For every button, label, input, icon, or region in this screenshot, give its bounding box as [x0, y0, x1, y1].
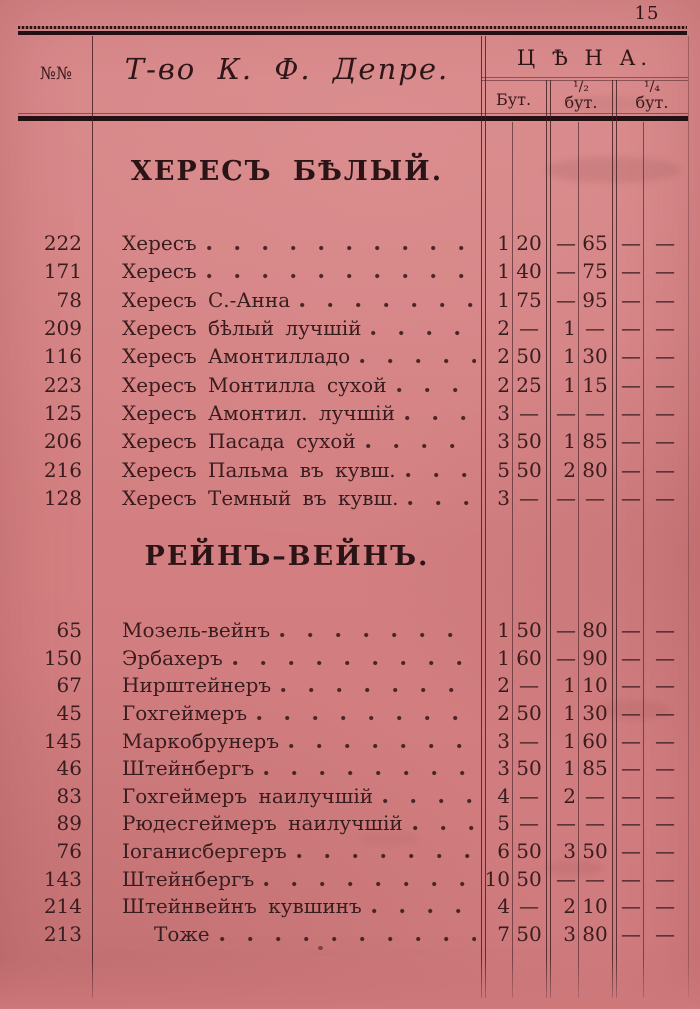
dot-leader — [397, 387, 476, 395]
price-quarter-rub: — — [621, 316, 641, 341]
price-half-kop: — — [585, 811, 605, 836]
row-number: 76 — [56, 839, 82, 864]
row-name: Гохгеймеръ — [122, 700, 248, 725]
table-row — [0, 755, 700, 781]
table-row — [0, 400, 700, 426]
section-heading: РЕЙНЪ–ВЕЙНЪ. — [144, 541, 430, 572]
ink-showthrough-smudge — [545, 860, 603, 876]
row-name-cell — [122, 230, 478, 256]
price-half-rub: 1 — [563, 372, 576, 397]
price-bottle-kop: 25 — [516, 372, 542, 397]
row-name: Эрбахеръ — [122, 645, 223, 670]
price-bottle-rub: 2 — [497, 673, 510, 698]
table-row — [0, 672, 700, 698]
price-bottle-kop: 50 — [516, 429, 542, 454]
price-quarter-rub: — — [621, 700, 641, 725]
table-row — [0, 783, 700, 809]
row-number: 145 — [43, 728, 82, 753]
price-half-kop: 85 — [582, 429, 608, 454]
dot-leader — [264, 881, 476, 889]
price-quarter-rub: — — [621, 344, 641, 369]
price-quarter-kop: — — [655, 316, 675, 341]
row-name-cell — [122, 728, 478, 754]
price-bottle-kop: — — [519, 316, 539, 341]
row-number: 78 — [56, 287, 82, 312]
price-quarter-kop: — — [655, 783, 675, 808]
row-number: 150 — [43, 645, 82, 670]
row-number: 83 — [56, 783, 82, 808]
dot-leader — [233, 660, 476, 668]
price-half-kop: 50 — [582, 839, 608, 864]
price-half-kop: 75 — [582, 259, 608, 284]
price-quarter-rub: — — [621, 259, 641, 284]
row-name: Хересъ С.-Анна — [122, 287, 291, 312]
half-fraction-label: ¹/₂ — [573, 79, 589, 95]
price-bottle-kop: 50 — [516, 700, 542, 725]
row-number: 171 — [43, 259, 82, 284]
dot-leader — [207, 245, 476, 253]
price-half-rub: 1 — [563, 673, 576, 698]
price-bottle-rub: 3 — [497, 401, 510, 426]
table-row — [0, 645, 700, 671]
price-bottle-rub: 7 — [497, 922, 510, 947]
table-row — [0, 810, 700, 836]
price-half-kop: 30 — [582, 344, 608, 369]
price-bottle-rub: 1 — [497, 259, 510, 284]
price-subcol-half-label: бут. — [564, 93, 598, 112]
price-half-rub: — — [556, 618, 576, 642]
price-half-kop: — — [585, 783, 605, 808]
price-half-kop: 30 — [582, 700, 608, 725]
dot-leader — [297, 853, 476, 861]
dot-leader — [366, 443, 476, 451]
row-number: 213 — [43, 922, 82, 947]
row-number: 128 — [43, 486, 82, 511]
ink-showthrough-smudge — [598, 700, 670, 720]
row-name: Хересъ Пасада сухой — [122, 429, 356, 454]
price-half-rub: 3 — [563, 922, 576, 947]
price-quarter-kop: — — [655, 287, 675, 312]
price-bottle-rub: 2 — [497, 344, 510, 369]
table-row — [0, 230, 700, 256]
dot-leader — [207, 273, 476, 281]
price-bottle-kop: — — [519, 401, 539, 426]
row-name-cell — [122, 921, 478, 947]
price-bottle-kop: — — [519, 728, 539, 753]
price-bottle-rub: 1 — [497, 231, 510, 255]
ink-showthrough-smudge — [360, 832, 420, 845]
price-half-kop: 85 — [582, 756, 608, 781]
price-quarter-rub: — — [621, 486, 641, 511]
row-number: 116 — [43, 344, 82, 369]
price-header-label: Ц Ѣ Н А. — [516, 46, 653, 70]
row-name: Хересъ — [122, 231, 197, 255]
price-bottle-kop: 40 — [516, 259, 542, 284]
price-quarter-kop: — — [655, 728, 675, 753]
row-name-cell — [122, 866, 478, 892]
dot-leader — [264, 770, 476, 778]
price-quarter-kop: — — [655, 756, 675, 781]
price-bottle-rub: 1 — [497, 287, 510, 312]
row-number: 125 — [43, 401, 82, 426]
price-quarter-kop: — — [655, 618, 675, 642]
price-bottle-rub: 5 — [497, 811, 510, 836]
price-half-rub: 1 — [563, 756, 576, 781]
price-quarter-rub: — — [621, 811, 641, 836]
row-name-cell — [122, 893, 478, 919]
row-number: 143 — [43, 866, 82, 891]
price-bottle-kop: — — [519, 673, 539, 698]
price-quarter-kop: — — [655, 922, 675, 947]
price-bottle-rub: 10 — [484, 866, 510, 891]
price-quarter-rub: — — [621, 756, 641, 781]
row-name: Штейнбергъ — [122, 756, 255, 781]
price-bottle-kop: 50 — [516, 344, 542, 369]
price-bottle-kop: — — [519, 783, 539, 808]
row-name-cell — [122, 315, 478, 341]
price-quarter-rub: — — [621, 372, 641, 397]
price-half-kop: 80 — [582, 457, 608, 482]
price-quarter-rub: — — [621, 673, 641, 698]
dot-leader — [413, 825, 476, 833]
price-bottle-kop: 50 — [516, 756, 542, 781]
row-name: Мозель-вейнъ — [122, 618, 271, 642]
row-name-cell — [122, 372, 478, 398]
row-name-cell — [122, 287, 478, 313]
dot-leader — [281, 687, 476, 695]
price-half-kop: — — [585, 401, 605, 426]
price-bottle-kop: 50 — [516, 922, 542, 947]
row-name-cell — [122, 810, 478, 836]
row-name: Хересъ — [122, 259, 197, 284]
row-name: Хересъ Монтилла сухой — [122, 372, 387, 397]
price-half-rub: — — [556, 645, 576, 670]
dot-leader — [408, 500, 476, 508]
quarter-fraction-label: ¹/₄ — [644, 79, 660, 95]
table-row — [0, 728, 700, 754]
row-name-cell — [122, 838, 478, 864]
row-name: Хересъ Пальма въ кувш. — [122, 457, 396, 482]
table-row — [0, 343, 700, 369]
price-quarter-rub: — — [621, 894, 641, 919]
dot-leader — [383, 798, 476, 806]
row-number: 214 — [43, 894, 82, 919]
price-bottle-kop: 75 — [516, 287, 542, 312]
price-quarter-rub: — — [621, 866, 641, 891]
row-name-cell — [122, 700, 478, 726]
dot-leader — [371, 330, 476, 338]
page-number: 15 — [634, 3, 660, 24]
price-subcol-bottle-label: Бут. — [495, 90, 532, 109]
price-quarter-rub: — — [621, 645, 641, 670]
price-quarter-rub: — — [621, 839, 641, 864]
row-number: 222 — [43, 231, 82, 255]
price-bottle-rub: 1 — [497, 618, 510, 642]
price-bottle-rub: 6 — [497, 839, 510, 864]
row-name: Хересъ Амонтилладо — [122, 344, 351, 369]
table-row — [0, 315, 700, 341]
price-quarter-kop: — — [655, 673, 675, 698]
row-name-cell — [122, 783, 478, 809]
row-name-cell — [122, 617, 478, 643]
row-number: 89 — [56, 811, 82, 836]
price-half-rub: 2 — [563, 457, 576, 482]
row-name: Тоже — [154, 922, 210, 947]
price-bottle-rub: 1 — [497, 645, 510, 670]
top-rule-heavy — [18, 31, 687, 35]
price-half-rub: — — [556, 401, 576, 426]
paper-speck — [318, 946, 323, 950]
row-name: Іоганисбергеръ — [122, 839, 287, 864]
row-name-cell — [122, 400, 478, 426]
row-name: Рюдесгеймеръ наилучшій — [122, 811, 403, 836]
price-half-rub: 1 — [563, 344, 576, 369]
row-number: 209 — [43, 316, 82, 341]
header-bottom-rule-heavy — [18, 116, 688, 121]
table-row — [0, 700, 700, 726]
row-name-cell — [122, 428, 478, 454]
row-number: 223 — [43, 372, 82, 397]
price-half-kop: 65 — [582, 231, 608, 255]
row-name-cell — [122, 457, 478, 483]
row-name: Хересъ бѣлый лучшій — [122, 316, 362, 341]
price-quarter-kop: — — [655, 894, 675, 919]
price-quarter-rub: — — [621, 922, 641, 947]
price-bottle-kop: 50 — [516, 618, 542, 642]
price-bottle-rub: 3 — [497, 429, 510, 454]
price-bottle-rub: 4 — [497, 894, 510, 919]
header-bottom-rule-thin — [18, 113, 688, 114]
row-name-cell — [122, 755, 478, 781]
dot-leader — [220, 936, 476, 944]
price-half-rub: 1 — [563, 700, 576, 725]
price-bottle-kop: — — [519, 811, 539, 836]
dot-leader — [300, 302, 476, 310]
row-number: 67 — [56, 673, 82, 698]
price-bottle-kop: — — [519, 486, 539, 511]
price-half-rub: 1 — [563, 429, 576, 454]
row-name-cell — [122, 258, 478, 284]
row-number: 46 — [56, 756, 82, 781]
row-name: Штейнвейнъ кувшинъ — [122, 894, 362, 919]
price-half-kop: 10 — [582, 673, 608, 698]
price-half-kop: 95 — [582, 287, 608, 312]
price-bottle-kop: 50 — [516, 457, 542, 482]
bottom-paper-fade — [0, 958, 700, 1009]
dot-leader — [360, 358, 476, 366]
row-number: 206 — [43, 429, 82, 454]
row-name: Хересъ Темный въ кувш. — [122, 486, 399, 511]
table-row — [0, 485, 700, 511]
price-subcol-quarter-label: бут. — [635, 93, 669, 112]
ink-showthrough-smudge — [545, 157, 680, 183]
price-half-kop: — — [585, 486, 605, 511]
row-name: Хересъ Амонтил. лучшій — [122, 401, 395, 426]
price-bottle-rub: 3 — [497, 756, 510, 781]
price-quarter-kop: — — [655, 700, 675, 725]
price-quarter-kop: — — [655, 457, 675, 482]
table-row — [0, 258, 700, 284]
dot-leader — [280, 632, 476, 640]
price-half-rub: 3 — [563, 839, 576, 864]
price-quarter-kop: — — [655, 486, 675, 511]
price-quarter-kop: — — [655, 231, 675, 255]
price-bottle-rub: 2 — [497, 372, 510, 397]
row-name-cell — [122, 645, 478, 671]
dot-leader — [257, 715, 476, 723]
table-row — [0, 893, 700, 919]
row-name: Штейнбергъ — [122, 866, 255, 891]
price-bottle-kop: — — [519, 894, 539, 919]
company-title: Т-во К. Ф. Депре. — [124, 52, 450, 86]
price-half-rub: — — [556, 231, 576, 255]
price-quarter-rub: — — [621, 231, 641, 255]
price-half-kop: 10 — [582, 894, 608, 919]
price-bottle-rub: 3 — [497, 486, 510, 511]
price-half-rub: — — [556, 811, 576, 836]
price-half-kop: — — [585, 866, 605, 891]
price-bottle-kop: 60 — [516, 645, 542, 670]
top-rule-textured — [18, 26, 687, 29]
price-bottle-rub: 2 — [497, 316, 510, 341]
price-bottle-kop: 50 — [516, 839, 542, 864]
ink-showthrough-smudge — [562, 96, 654, 112]
price-half-kop: 80 — [582, 618, 608, 642]
dot-leader — [405, 415, 476, 423]
table-row — [0, 428, 700, 454]
column-header-number: №№ — [39, 64, 73, 84]
price-half-rub: — — [556, 486, 576, 511]
dot-leader — [406, 472, 476, 480]
table-row — [0, 287, 700, 313]
price-half-rub: 2 — [563, 783, 576, 808]
price-quarter-rub: — — [621, 429, 641, 454]
price-header-underline — [481, 77, 688, 78]
price-half-rub: — — [556, 287, 576, 312]
price-quarter-rub: — — [621, 457, 641, 482]
price-quarter-rub: — — [621, 728, 641, 753]
table-row — [0, 457, 700, 483]
price-bottle-kop: 50 — [516, 866, 542, 891]
table-row — [0, 921, 700, 947]
price-half-kop: — — [585, 316, 605, 341]
price-half-kop: 15 — [582, 372, 608, 397]
price-quarter-kop: — — [655, 811, 675, 836]
dot-leader — [289, 743, 476, 751]
price-quarter-rub: — — [621, 287, 641, 312]
section-heading: ХЕРЕСЪ БѢЛЫЙ. — [130, 156, 444, 187]
price-bottle-kop: 20 — [516, 231, 542, 255]
price-quarter-rub: — — [621, 783, 641, 808]
price-quarter-rub: — — [621, 618, 641, 642]
price-half-rub: 2 — [563, 894, 576, 919]
price-bottle-rub: 4 — [497, 783, 510, 808]
row-name: Нирштейнеръ — [122, 673, 272, 698]
table-row — [0, 372, 700, 398]
price-half-kop: 60 — [582, 728, 608, 753]
table-row — [0, 617, 700, 643]
row-number: 216 — [43, 457, 82, 482]
price-quarter-kop: — — [655, 344, 675, 369]
price-half-rub: — — [556, 866, 576, 891]
price-bottle-rub: 5 — [497, 457, 510, 482]
price-half-rub: — — [556, 259, 576, 284]
row-number: 65 — [56, 618, 82, 642]
price-half-rub: 1 — [563, 316, 576, 341]
price-quarter-rub: — — [621, 401, 641, 426]
row-name: Гохгеймеръ наилучшій — [122, 783, 374, 808]
price-half-rub: 1 — [563, 728, 576, 753]
price-quarter-kop: — — [655, 839, 675, 864]
price-half-kop: 80 — [582, 922, 608, 947]
price-quarter-kop: — — [655, 372, 675, 397]
row-number: 45 — [56, 700, 82, 725]
row-name-cell — [122, 343, 478, 369]
price-quarter-kop: — — [655, 401, 675, 426]
price-quarter-kop: — — [655, 259, 675, 284]
price-quarter-kop: — — [655, 866, 675, 891]
dot-leader — [372, 908, 476, 916]
price-quarter-kop: — — [655, 429, 675, 454]
price-subcol-bottle — [481, 85, 546, 115]
price-quarter-kop: — — [655, 645, 675, 670]
price-bottle-rub: 2 — [497, 700, 510, 725]
row-name: Маркобрунеръ — [122, 728, 280, 753]
row-name-cell — [122, 672, 478, 698]
table-row — [0, 838, 700, 864]
price-bottle-rub: 3 — [497, 728, 510, 753]
price-half-kop: 90 — [582, 645, 608, 670]
row-name-cell — [122, 485, 478, 511]
